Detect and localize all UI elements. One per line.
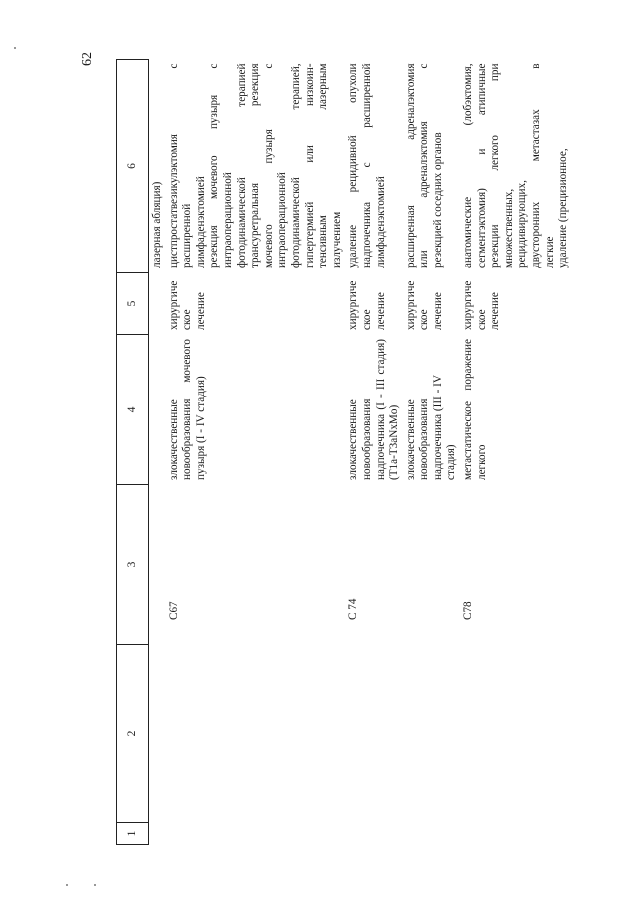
table-body <box>149 60 572 845</box>
cell-line: интраоперационной <box>221 172 234 268</box>
header-cell-3: 3 <box>117 485 149 645</box>
scan-speck <box>66 884 68 886</box>
cell-line: цистпростатвезикулэктомия с <box>167 63 180 268</box>
table-cell-col3 <box>166 485 346 645</box>
table-cell-col1 <box>345 823 402 845</box>
cell-line: расширенной <box>181 203 194 268</box>
table-row <box>345 60 402 845</box>
cell-line: резекцией соседних органов <box>431 132 444 268</box>
cell-line: двусторонних метастазах в <box>530 63 543 268</box>
cell-line: фотодинамической терапией, <box>289 63 302 268</box>
cell-line: расширенная адреналэктомия <box>404 63 417 268</box>
page-number: 62 <box>80 52 95 66</box>
table-cell-col6 <box>149 60 166 273</box>
table-cell-col6 <box>460 60 572 273</box>
table-row <box>460 60 572 845</box>
table-cell-col6 <box>166 60 346 273</box>
cell-line: злокачественные <box>347 399 360 480</box>
table-cell-col4 <box>166 335 346 485</box>
table-cell-col5 <box>403 273 460 335</box>
cell-line: пузыря (I - IV стадия) <box>194 376 207 480</box>
table-cell-col5 <box>460 273 572 335</box>
cell-line: удаление рецидивной опухоли <box>347 63 360 268</box>
cell-line: удаление (прецизионное, <box>557 148 570 268</box>
cell-line: трансуретральная резекция <box>249 63 262 268</box>
cell-line: новообразования мочевого <box>181 339 194 480</box>
table-cell-col6 <box>345 60 402 273</box>
cell-line: или адреналэктомия с <box>418 63 431 268</box>
table-cell-col5 <box>149 273 166 335</box>
table-row <box>149 60 166 845</box>
cell-line: легкого <box>475 444 488 480</box>
cell-text: C78 <box>462 601 475 620</box>
cell-line: новообразования <box>418 398 431 480</box>
header-cell-6: 6 <box>117 60 149 273</box>
header-row <box>117 60 149 845</box>
cell-line: лечение <box>374 292 387 330</box>
cell-line: лимфаденэктомией <box>194 176 207 268</box>
cell-line: хирургическое <box>167 280 194 330</box>
table-cell-col5 <box>345 273 402 335</box>
cell-text: C 74 <box>347 598 360 620</box>
table-row <box>403 60 460 845</box>
cell-line: гипертермией или низкоин- <box>303 63 316 268</box>
cell-line: мочевого пузыря с <box>262 63 275 268</box>
table-cell-col5 <box>166 273 346 335</box>
table-cell-col2 <box>149 645 166 823</box>
rotated-table-container <box>116 60 586 845</box>
cell-line: тенсивным лазерным <box>317 63 330 268</box>
table-cell-col2 <box>345 645 402 823</box>
table-cell-col2 <box>403 645 460 823</box>
table-cell-col4 <box>345 335 402 485</box>
table-cell-col3 <box>149 485 166 645</box>
cell-line: надпочечника (I - III стадия) <box>374 339 387 480</box>
header-cell-5: 5 <box>117 273 149 335</box>
table-cell-col1 <box>149 823 166 845</box>
cell-line: надпочечника (III - IV стадия) <box>431 375 458 480</box>
table-cell-col1 <box>460 823 572 845</box>
cell-line: метастатическое поражение <box>462 339 475 480</box>
cell-line: резекции легкого при <box>489 63 502 268</box>
cell-line: хирургическое <box>347 280 373 330</box>
header-cell-2: 2 <box>117 645 149 823</box>
table-cell-col2 <box>166 645 346 823</box>
cell-line: хирургическое <box>404 280 431 330</box>
cell-line: интраоперационной <box>276 172 289 268</box>
table-cell-col4 <box>403 335 460 485</box>
cell-line: анатомические (лобэктомия, <box>462 63 475 268</box>
cell-line: злокачественные <box>404 399 417 480</box>
cell-line: лечение <box>431 292 444 330</box>
medical-care-table <box>116 59 572 845</box>
cell-line: надпочечника с расширенной <box>360 63 373 268</box>
cell-line: злокачественные <box>167 399 180 480</box>
cell-line: легкие <box>543 236 556 268</box>
cell-line: рецидивирующих, <box>516 180 529 268</box>
header-cell-4: 4 <box>117 335 149 485</box>
cell-line: лечение <box>489 292 502 330</box>
cell-line: новообразования <box>360 398 373 480</box>
header-cell-1: 1 <box>117 823 149 845</box>
table-cell-col6 <box>403 60 460 273</box>
cell-line: хирургическое <box>462 280 488 330</box>
table-cell-col1 <box>403 823 460 845</box>
cell-line: сегментэктомия) и атипичные <box>475 63 488 268</box>
table-cell-col4 <box>460 335 572 485</box>
table-cell-col1 <box>166 823 346 845</box>
cell-line: лечение <box>194 292 207 330</box>
cell-line: множественных, <box>502 188 515 268</box>
cell-text: C67 <box>167 601 180 620</box>
cell-line: лимфаденэктомией <box>374 176 387 268</box>
cell-line: лазерная абляция) <box>151 181 163 268</box>
table-cell-col3 <box>403 485 460 645</box>
table-cell-col3 <box>345 485 402 645</box>
scan-speck <box>94 884 96 886</box>
table-cell-col3 <box>460 485 572 645</box>
table-cell-col4 <box>149 335 166 485</box>
table-row <box>166 60 346 845</box>
cell-line: фотодинамической терапией <box>235 63 248 268</box>
scan-speck <box>14 47 16 49</box>
cell-line: (T1a-T3aNxMo) <box>388 404 401 480</box>
cell-line: резекция мочевого пузыря с <box>208 63 221 268</box>
cell-line: излучением <box>330 211 343 268</box>
table-cell-col2 <box>460 645 572 823</box>
